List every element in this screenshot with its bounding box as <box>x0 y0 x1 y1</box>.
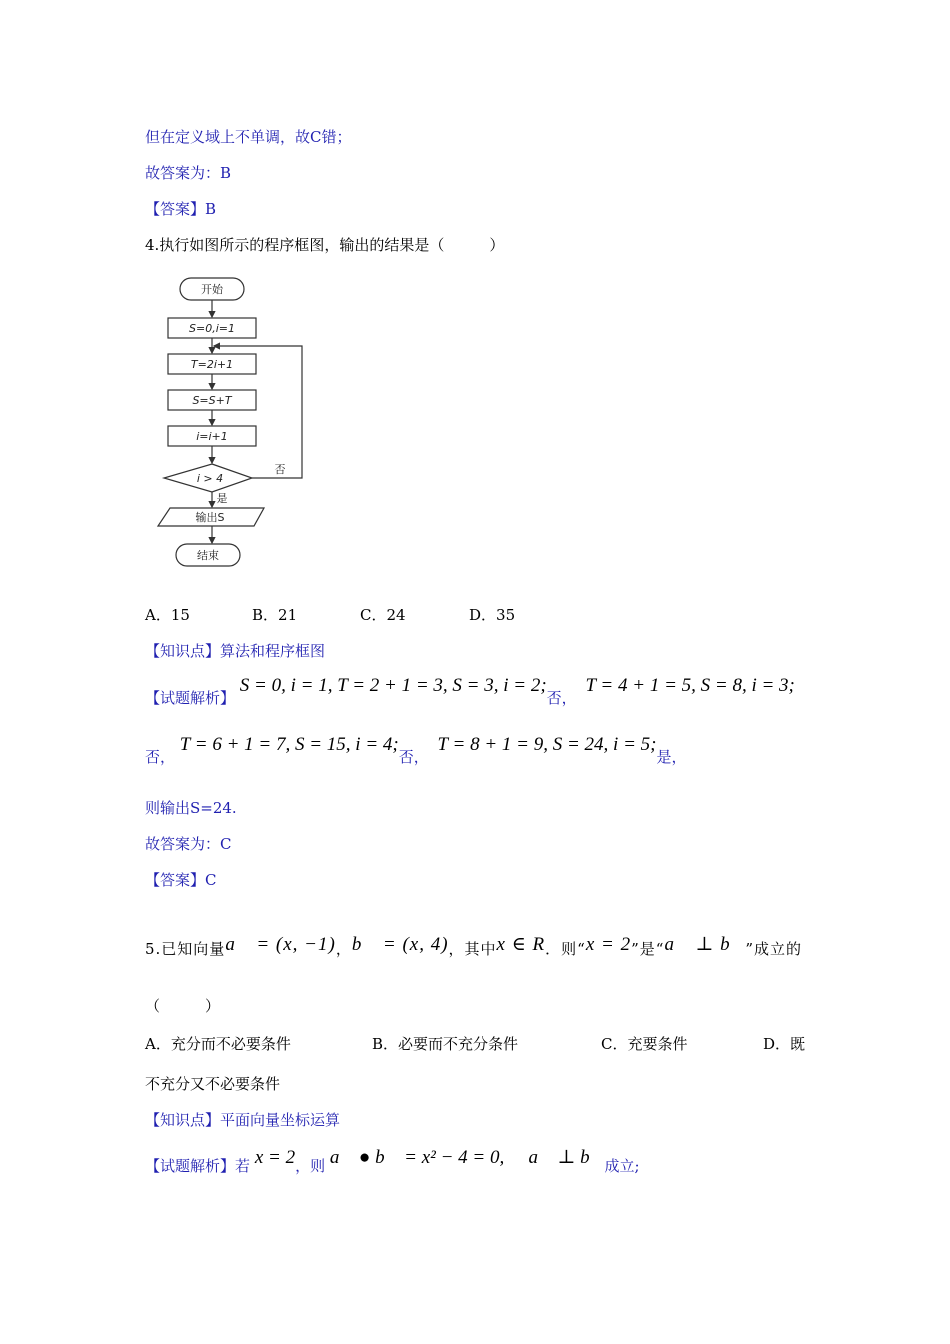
math-x-in-r: x ∈ R <box>496 934 546 955</box>
solution-line: 【试题解析】若 x = 2，则 a⃗ ● b⃗ = x² − 4 = 0, ∴ a⃗ ⊥ b⃗成立; <box>145 1147 640 1175</box>
answer-line: 故答案为：C <box>145 835 232 853</box>
flowchart <box>150 270 320 580</box>
output-line: 则输出S=24. <box>145 799 237 817</box>
flow-yes-label: 是 <box>216 492 228 505</box>
solution-math: a⃗ ● b⃗ = x² − 4 = 0, ∴ a⃗ ⊥ b⃗ <box>329 1147 605 1168</box>
solution-line-1 <box>145 676 795 708</box>
option-d: D．35 <box>469 606 516 624</box>
solution-math: T = 6 + 1 = 7, S = 15, i = 4; <box>179 734 399 755</box>
math-vector-b: b⃗ = (x, 4) <box>351 934 449 955</box>
math-vector-a: a⃗ = (x, −1) <box>225 934 336 955</box>
flow-output-label: 输出S <box>195 511 225 524</box>
solution-label: 【试题解析】 <box>145 1157 236 1175</box>
option-b: B．21 <box>252 606 298 624</box>
option-c: C．充要条件 <box>601 1035 688 1053</box>
question-5-stem: 5.已知向量a⃗ = (x, −1)，b⃗ = (x, 4)，其中x ∈ R．则“x = 2”是“a⃗ ⊥ b⃗”成立的 <box>145 934 803 958</box>
kp-label: 【知识点】 <box>145 1111 221 1129</box>
question-4-stem: 4.执行如图所示的程序框图，输出的结果是（ ） <box>145 236 505 254</box>
text-line: 故答案为：B <box>145 164 232 182</box>
solution-math: x = 2 <box>254 1147 296 1168</box>
option-a: A．15 <box>145 606 190 624</box>
flow-step3-label: i=i+1 <box>196 430 228 443</box>
kp-label: 【知识点】 <box>145 642 221 660</box>
flow-condition-label: i > 4 <box>196 472 224 485</box>
solution-text: 否， <box>145 748 176 766</box>
option-d-continued: 不充分又不必要条件 <box>145 1075 281 1093</box>
flow-start-label: 开始 <box>201 283 223 296</box>
option-b: B．必要而不充分条件 <box>372 1035 519 1053</box>
answer-line: 【答案】C <box>145 871 217 889</box>
solution-math: T = 8 + 1 = 9, S = 24, i = 5; <box>437 734 657 755</box>
solution-line-2 <box>145 735 686 767</box>
option-a: A．充分而不必要条件 <box>145 1035 291 1053</box>
kp-text: 算法和程序框图 <box>220 642 326 660</box>
text-line: 但在定义域上不单调，故C错； <box>145 128 352 146</box>
math-perp: a⃗ ⊥ b⃗ <box>664 934 746 955</box>
flow-end-label: 结束 <box>197 549 219 562</box>
kp-text: 平面向量坐标运算 <box>220 1111 341 1129</box>
math-x-eq-2: x = 2 <box>585 934 632 955</box>
flow-no-label: 否 <box>274 463 286 476</box>
knowledge-point-line <box>145 1110 340 1130</box>
solution-text: 否， <box>546 689 577 707</box>
solution-text: 否， <box>398 748 429 766</box>
solution-math: T = 4 + 1 = 5, S = 8, i = 3; <box>585 675 795 696</box>
option-d: D．既 <box>763 1035 806 1053</box>
solution-text: 是， <box>656 748 687 766</box>
solution-label: 【试题解析】 <box>145 689 236 707</box>
flow-init-label: S=0,i=1 <box>189 322 235 335</box>
answer-paren: （ ） <box>145 997 221 1015</box>
flow-step1-label: T=2i+1 <box>190 358 234 371</box>
option-c: C．24 <box>360 606 406 624</box>
answer-line: 【答案】B <box>145 200 217 218</box>
flow-step2-label: S=S+T <box>192 394 232 407</box>
knowledge-point-line <box>145 641 325 661</box>
solution-math: S = 0, i = 1, T = 2 + 1 = 3, S = 3, i = 2; <box>239 675 547 696</box>
